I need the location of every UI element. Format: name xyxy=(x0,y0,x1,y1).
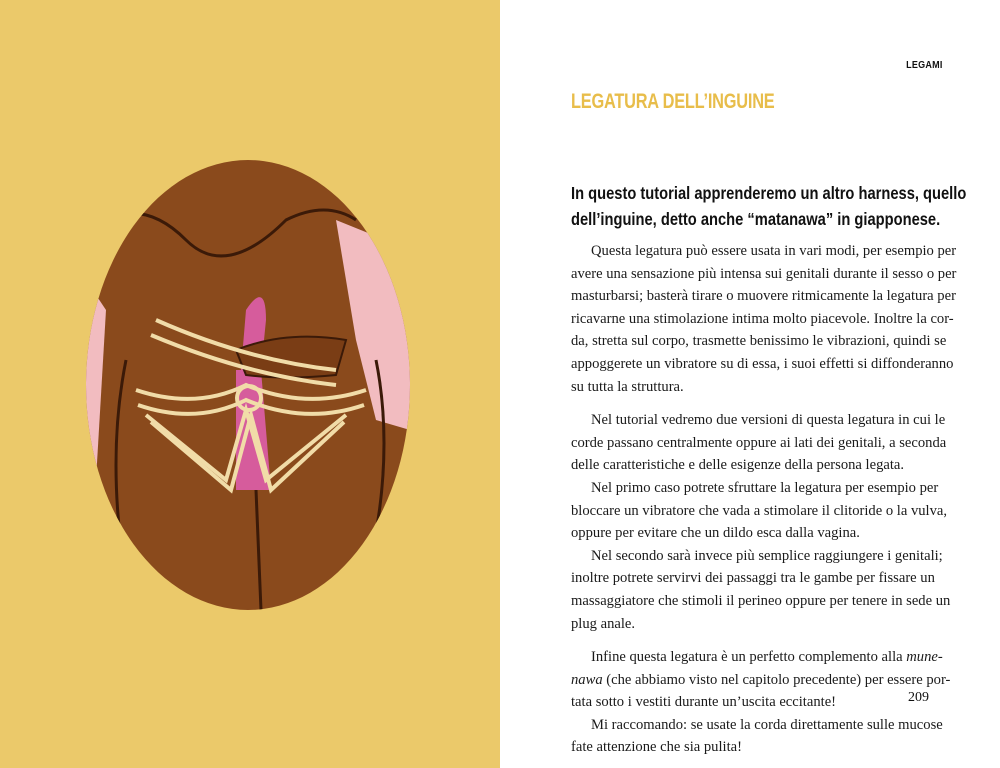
text-line: Nel secondo sarà invece più semplice raggiungere i genitali; xyxy=(591,547,943,564)
lead-line: In questo tutorial apprenderemo un altro harness, quello xyxy=(571,183,967,203)
paragraph xyxy=(571,545,951,635)
text-line: appoggerete un vibratore su di essa, i suoi effetti si diffonderanno xyxy=(571,355,954,372)
text-line: su tutta la struttura. xyxy=(571,378,684,395)
text-line: corde passano centralmente oppure ai lati dei genitali, a seconda xyxy=(571,434,947,451)
text-line: delle caratteristiche e delle esigenze della persona legata. xyxy=(571,457,905,474)
body-text xyxy=(571,240,957,759)
text-line: tata sotto i vestiti durante un’uscita eccitante! xyxy=(571,694,837,711)
text-page xyxy=(500,0,1000,768)
text-line: Questa legatura può essere usata in vari modi, per esempio per xyxy=(591,243,957,259)
paragraph-gap xyxy=(571,398,931,409)
paragraph-gap xyxy=(571,635,931,646)
text-line: massaggiatore che stimoli il perineo oppure per tenere in sede un xyxy=(571,592,951,609)
paragraph xyxy=(571,477,948,545)
paragraph xyxy=(571,240,957,398)
text-line: Nel primo caso potrete sfruttare la legatura per esempio per xyxy=(591,479,939,496)
text-line: da, stretta sul corpo, trasmette benissimo le vibrazioni, quindi se xyxy=(571,333,947,350)
text-line: Nel tutorial vedremo due versioni di questa legatura in cui le xyxy=(591,412,946,429)
text-line: Mi raccomando: se usate la corda direttamente sulle mucose xyxy=(591,716,943,733)
paragraph xyxy=(571,714,943,759)
text-line: Infine questa legatura è un perfetto complemento alla mune- xyxy=(591,649,943,666)
paragraph xyxy=(571,646,951,714)
text-line: oppure per evitare che un dildo esca dalla vagina. xyxy=(571,525,860,542)
text-line: inoltre potrete servirvi dei passaggi tra le gambe per fissare un xyxy=(571,570,935,587)
paragraph xyxy=(571,409,947,477)
text-line: nawa (che abbiamo visto nel capitolo precedente) per essere por- xyxy=(571,671,951,688)
lead-line: dell’inguine, detto anche “matanawa” in giapponese. xyxy=(571,209,941,229)
text-line: masturbarsi; basterà tirare o muovere ritmicamente la legatura per xyxy=(571,288,956,305)
text-line: avere una sensazione più intensa sui genitali durante il sesso o per xyxy=(571,265,957,282)
text-line: plug anale. xyxy=(571,615,636,632)
text-line: ricavarne una stimolazione intima molto piacevole. Inoltre la cor- xyxy=(571,310,954,327)
lead-paragraph xyxy=(571,180,967,232)
rope-harness-illustration xyxy=(86,160,410,610)
chapter-title: LEGATURA DELL’INGUINE xyxy=(571,90,775,113)
running-head: LEGAMI xyxy=(906,60,943,71)
page-number: 209 xyxy=(908,690,929,705)
text-line: bloccare un vibratore che vada a stimolare il clitoride o la vulva, xyxy=(571,502,948,519)
text-line: fate attenzione che sia pulita! xyxy=(571,739,742,756)
